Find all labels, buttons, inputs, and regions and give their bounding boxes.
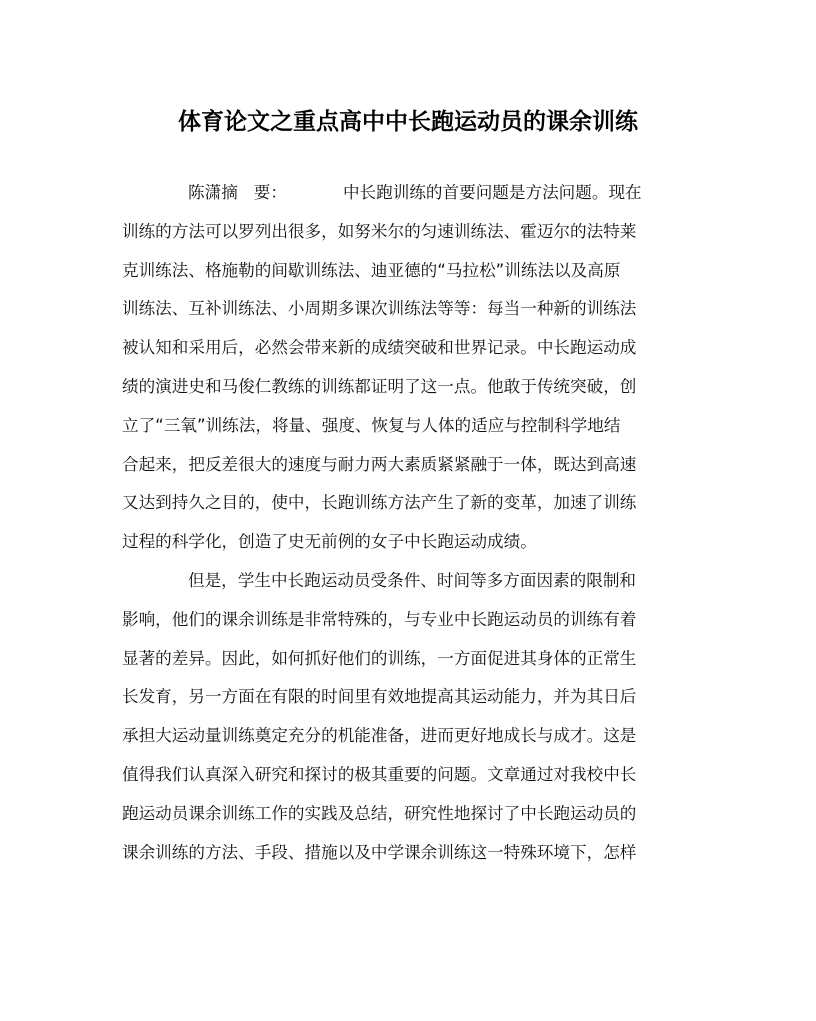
- text-line: 绩的演进史和马俊仁教练的训练都证明了这一点。他敢于传统突破，创: [122, 376, 637, 396]
- text-line: 课余训练的方法、手段、措施以及中学课余训练这一特殊环境下，怎样: [122, 842, 637, 862]
- text-line: 训练的方法可以罗列出很多，如努米尔的匀速训练法、霍迈尔的法特莱: [122, 221, 637, 241]
- document-body: [122, 174, 695, 872]
- text-line: 合起来，把反差很大的速度与耐力两大素质紧紧融于一体，既达到高速: [122, 454, 637, 474]
- abstract-label-b: 要：: [253, 183, 287, 202]
- document-title: 体育论文之重点高中中长跑运动员的课余训练: [178, 108, 638, 135]
- text-line: 过程的科学化，创造了史无前例的女子中长跑运动成绩。: [122, 532, 537, 552]
- text-line: 值得我们认真深入研究和探讨的极其重要的问题。文章通过对我校中长: [122, 764, 637, 784]
- text-line: 又达到持久之目的，使中，长跑训练方法产生了新的变革，加速了训练: [122, 493, 637, 513]
- abstract-first-text: 中长跑训练的首要问题是方法问题。现在: [342, 183, 642, 202]
- author-name: 陈潇: [188, 183, 222, 202]
- text-line: 被认知和采用后，必然会带来新的成绩突破和世界记录。中长跑运动成: [122, 338, 637, 358]
- text-line: 承担大运动量训练奠定充分的机能准备，进而更好地成长与成才。这是: [122, 726, 637, 746]
- paragraph-start-line: 但是，学生中长跑运动员受条件、时间等多方面因素的限制和: [188, 570, 637, 590]
- text-line: 显著的差异。因此，如何抓好他们的训练，一方面促进其身体的正常生: [122, 648, 637, 668]
- text-line: 影响，他们的课余训练是非常特殊的，与专业中长跑运动员的训练有着: [122, 609, 637, 629]
- text-line: 训练法、互补训练法、小周期多课次训练法等等：每当一种新的训练法: [122, 299, 637, 319]
- text-line: 克训练法、格施勒的间歇训练法、迪亚德的“马拉松”训练法以及高原: [122, 260, 621, 280]
- abstract-first-line: [122, 174, 695, 213]
- text-line: 立了“三氧”训练法，将量、强度、恢复与人体的适应与控制科学地结: [122, 415, 621, 435]
- text-line: 跑运动员课余训练工作的实践及总结，研究性地探讨了中长跑运动员的: [122, 803, 637, 823]
- abstract-label-a: 摘: [221, 183, 238, 202]
- text-line: 长发育，另一方面在有限的时间里有效地提高其运动能力，并为其日后: [122, 687, 637, 707]
